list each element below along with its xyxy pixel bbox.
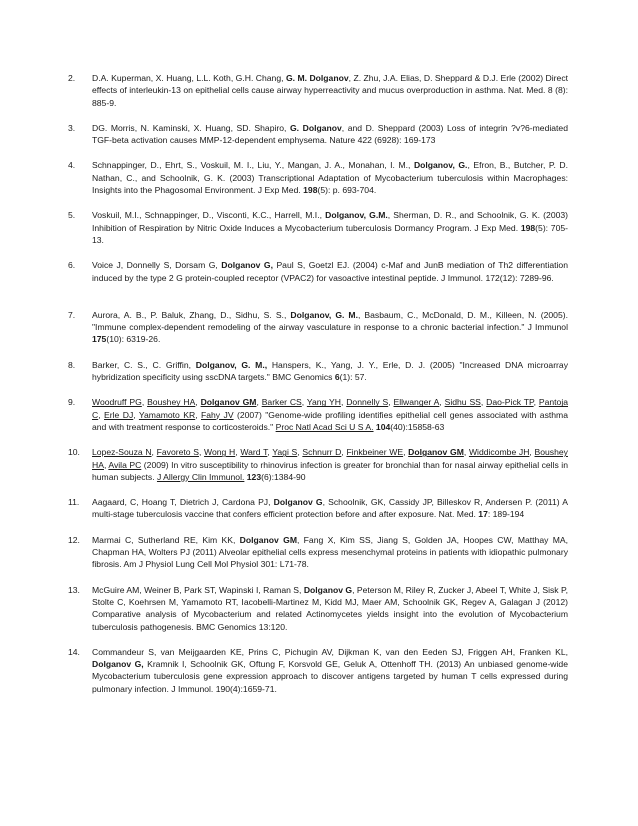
citation-segment: , <box>235 447 241 458</box>
author-highlight: 175 <box>92 334 107 345</box>
citation-segment: Voice J, Donnelly S, Dorsam G, <box>92 260 222 271</box>
reference-text <box>92 497 568 519</box>
linked-text[interactable]: Ellwanger A <box>393 397 440 408</box>
reference-number: 12. <box>68 534 80 545</box>
linked-text[interactable]: Sidhu SS <box>444 397 481 408</box>
citation-segment: , <box>195 397 201 408</box>
author-highlight[interactable]: Dolganov GM <box>408 447 464 458</box>
citation-segment: Schnappinger, D., Ehrt, S., Voskuil, M. I., Liu, Y., Mangan, J. A., Monahan, I. M., <box>92 160 414 171</box>
reference-text <box>92 647 568 694</box>
reference-item <box>68 309 568 346</box>
author-highlight: Dolganov, G. M. <box>290 309 358 320</box>
reference-number: 2. <box>68 73 76 83</box>
linked-text[interactable]: Widdicombe JH <box>468 447 530 458</box>
citation-segment: , <box>301 397 307 408</box>
linked-text[interactable]: Yagi S <box>272 447 298 458</box>
citation-segment: , <box>297 447 303 458</box>
linked-text[interactable]: Yang YH <box>306 397 341 408</box>
citation-segment: Aagaard, C, Hoang T, Dietrich J, Cardona PJ, <box>92 497 274 508</box>
citation-segment: DG. Morris, N. Kaminski, X. Huang, SD. Shapiro, <box>92 122 290 133</box>
citation-segment: Kramnik I, Schoolnik GK, Oftung F, Korsvold GE, Geluk A, Ottenhoff TH. (2013) An unbiased genome-wide Mycobacterium tuberculosis gene expression approach to discover antigens targeted by human T cells expressed during pulmonary infection. J Immunol. 190(4):1659-71. <box>92 659 568 694</box>
citation-segment: Commandeur S, van Meijgaarden KE, Prins C, Pichugin AV, Dijkman K, van den Eeden SJ, Friggen AH, Franken KL, <box>92 646 568 657</box>
citation-segment: , and D. Sheppard (2003) Loss of integrin ?v?6-mediated TGF-beta activation causes MMP-12-dependent emphysema. Nature 422 (6928): 169-173 <box>92 122 568 146</box>
citation-segment: , <box>533 397 539 408</box>
reference-number: 10. <box>68 447 80 458</box>
linked-text[interactable]: Finkbeiner WE <box>346 447 404 458</box>
linked-text[interactable]: J Allergy Clin Immunol. <box>156 471 245 482</box>
linked-text[interactable]: Proc Natl Acad Sci U S A. <box>275 421 374 432</box>
citation-segment: (2007) "Genome-wide profiling identifies epithelial cell genes associated with asthma and with treatment response to corticosteroids." <box>92 409 568 432</box>
citation-segment: , <box>439 397 445 408</box>
reference-number: 3. <box>68 122 76 133</box>
citation-segment: (1): 57. <box>339 372 367 383</box>
citation-segment: (5): 705-13. <box>92 222 568 245</box>
citation-segment: (5): p. 693-704. <box>317 185 377 196</box>
citation-segment: , <box>529 447 535 458</box>
citation-segment: Barker, C. S., C. Griffin, <box>92 359 196 370</box>
citation-segment: D.A. Kuperman, X. Huang, L.L. Koth, G.H. Chang, <box>92 73 286 83</box>
linked-text[interactable]: Lopez-Souza N <box>92 447 152 458</box>
citation-segment: (40):15858-63 <box>390 421 445 432</box>
author-highlight: G. M. Dolganov <box>285 73 349 83</box>
linked-text[interactable]: Pantoja C <box>92 397 569 420</box>
reference-item <box>68 584 568 633</box>
reference-text <box>92 310 568 345</box>
citation-segment: , <box>198 447 205 458</box>
citation-segment: , <box>267 447 273 458</box>
reference-text <box>92 447 568 482</box>
citation-segment: Hanspers, K., Yang, J. Y., Erle, D. J. (2005) "Increased DNA microarray hybridization specificity using sscDNA targets." BMC Genomics <box>92 359 568 383</box>
reference-item <box>68 159 569 196</box>
author-highlight: Dolganov, G. <box>413 160 468 171</box>
citation-segment: , Basbaum, C., McDonald, D. M., Killeen, N. (2005). "Immune complex-dependent remodeling of the airway vasculature in response to a chronic bacterial infection." J Immunol <box>92 309 568 333</box>
citation-segment: (6):1384-90 <box>261 471 306 482</box>
author-highlight: 104 <box>375 421 391 432</box>
citation-segment: , <box>195 409 201 420</box>
citation-segment: , Fang X, Kim SS, Jiang S, Golden JA, Hoopes CW, Matthay MA, Chapman HA, Wolters PJ (2011) Alveolar epithelial cells express mesenchymal proteins in patients with idiopathic pulmonary fibrosis. Am J Physiol Lung Cell Mol Physiol 301: L71-78. <box>92 534 568 570</box>
author-highlight: Dolganov, G. M., <box>195 359 268 370</box>
citation-segment: , <box>98 409 105 420</box>
reference-number: 11. <box>68 497 80 508</box>
author-highlight: G. Dolganov <box>289 122 342 133</box>
citation-segment: , <box>256 397 262 408</box>
reference-item <box>68 359 568 384</box>
linked-text[interactable]: Erle DJ <box>104 409 134 420</box>
reference-number: 13. <box>68 584 80 595</box>
linked-text[interactable]: Boushey HA <box>92 447 568 470</box>
citation-segment: , <box>151 447 157 458</box>
linked-text[interactable]: Boushey HA <box>147 397 196 408</box>
reference-item <box>68 122 568 147</box>
linked-text[interactable]: Wong H <box>204 447 236 458</box>
linked-text[interactable]: Schnurr D <box>302 447 342 458</box>
linked-text[interactable]: Avila PC <box>108 459 142 470</box>
citation-segment: , Schoolnik, GK, Cassidy JP, Billeskov R, Andersen P. (2011) A multi-stage tuberculosis vaccine that confers efficient protection before and after exposure. Nat. Med. <box>92 497 568 520</box>
citation-segment: McGuire AM, Weiner B, Park ST, Wapinski I, Raman S, <box>92 584 304 595</box>
linked-text[interactable]: Fahy JV <box>201 409 234 420</box>
citation-segment: , Efron, B., Butcher, P. D. Nathan, C., and Schoolnik, G. K. (2003) Transcriptional Adaptation of Mycobacterium tuberculosis within Macrophages: Insights into the Phagosomal Environment. J Exp Med. <box>92 160 569 196</box>
citation-segment: (2009) In vitro susceptibility to rhinovirus infection is greater for bronchial than for nasal airway epithelial cells in human subjects. <box>92 459 568 482</box>
reference-item <box>68 496 568 521</box>
reference-number: 9. <box>68 397 76 408</box>
citation-segment: , <box>141 397 148 408</box>
citation-segment: , Sherman, D. R., and Schoolnik, G. K. (2003) Inhibition of Respiration by Nitric Oxide Induces a Mycobacterium tuberculosis Dormancy Program. J Exp Med. <box>92 210 569 233</box>
reference-number: 5. <box>68 210 76 221</box>
citation-segment: , Peterson M, Riley R, Zucker J, Abeel T, White J, Sisk P, Stolte C, Koehrsen M, Yamamoto RT, Iacobelli-Martinez M, Kidd MJ, Maer AM, Schoolnik GK, Regev A, Galagan J (2012) Comparative analysis of Mycobacterium and related Actinomycetes yields insight into the evolution of Mycobacterium tuberculosis pathogenesis. BMC Genomics 13:120. <box>92 584 568 632</box>
reference-text <box>92 535 568 570</box>
citation-segment: , <box>103 459 109 470</box>
linked-text[interactable]: Yamamoto KR <box>138 409 196 420</box>
citation-segment: , <box>340 397 347 408</box>
reference-text <box>92 73 568 108</box>
citation-segment: , <box>388 397 394 408</box>
reference-number: 7. <box>68 309 76 320</box>
reference-text <box>92 360 568 382</box>
citation-segment: (10): 6319-26. <box>106 334 161 345</box>
reference-item <box>68 209 569 246</box>
author-highlight: 198 <box>520 222 536 233</box>
reference-item <box>68 72 568 109</box>
linked-text[interactable]: Favoreto S <box>156 447 199 458</box>
citation-segment: Marmai C, Sutherland RE, Kim KK, <box>92 534 240 545</box>
citation-segment: , Z. Zhu, J.A. Elias, D. Sheppard & D.J. Erle (2002) Direct effects of interleukin-13 on epithelial cells cause airway hyperreactivity and mucus overproduction in asthma. Nat. Med. 8 (8): 885-9. <box>92 73 568 108</box>
reference-item <box>68 446 568 483</box>
reference-text <box>92 160 568 195</box>
author-highlight: Dolganov G <box>273 497 323 508</box>
reference-item <box>68 646 568 695</box>
reference-item <box>68 396 569 433</box>
author-highlight: Dolganov, G.M. <box>325 210 388 221</box>
reference-item <box>68 534 568 571</box>
linked-text[interactable]: Ward T <box>240 447 268 458</box>
linked-text[interactable]: Dao-Pick TP <box>486 397 534 408</box>
reference-text <box>92 585 568 632</box>
reference-number: 6. <box>68 260 76 271</box>
author-highlight: Dolganov G, <box>221 260 273 271</box>
citation-segment: Aurora, A. B., P. Baluk, Zhang, D., Sidhu, S. S., <box>92 309 291 320</box>
reference-item <box>68 259 568 284</box>
reference-text <box>92 210 568 245</box>
author-highlight: 198 <box>303 185 318 196</box>
citation-segment: Voskuil, M.I., Schnappinger, D., Visconti, K.C., Harrell, M.I., <box>92 210 326 221</box>
linked-text[interactable]: Woodruff PG <box>92 397 142 408</box>
author-highlight: 123 <box>246 471 262 482</box>
citation-segment: , <box>463 447 469 458</box>
citation-segment: , <box>341 447 347 458</box>
reference-list <box>68 72 569 708</box>
citation-segment: , <box>480 397 487 408</box>
reference-number: 14. <box>68 646 80 657</box>
linked-text[interactable]: Barker CS <box>261 397 302 408</box>
author-highlight: Dolganov G, <box>92 659 144 670</box>
linked-text[interactable]: Donnelly S <box>346 397 389 408</box>
reference-text <box>92 260 568 282</box>
author-highlight[interactable]: Dolganov GM <box>200 397 257 408</box>
citation-segment: Paul S, Goetzl EJ. (2004) c-Maf and JunB mediation of Th2 differentiation induced by the type 2 G protein-coupled receptor (VPAC2) for vasoactive intestinal peptide. J Immunol. 172(12): 7289-96. <box>92 260 568 283</box>
reference-text <box>92 397 568 432</box>
author-highlight: Dolganov GM <box>239 534 297 545</box>
reference-number: 4. <box>68 160 76 171</box>
citation-segment: , <box>403 447 409 458</box>
author-highlight: 6 <box>334 372 340 383</box>
reference-number: 8. <box>68 359 76 370</box>
author-highlight: 17 <box>478 509 488 520</box>
citation-segment: : 189-194 <box>487 509 525 520</box>
author-highlight: Dolganov G <box>303 584 353 595</box>
reference-text <box>92 123 568 145</box>
citation-segment: , <box>133 409 139 420</box>
